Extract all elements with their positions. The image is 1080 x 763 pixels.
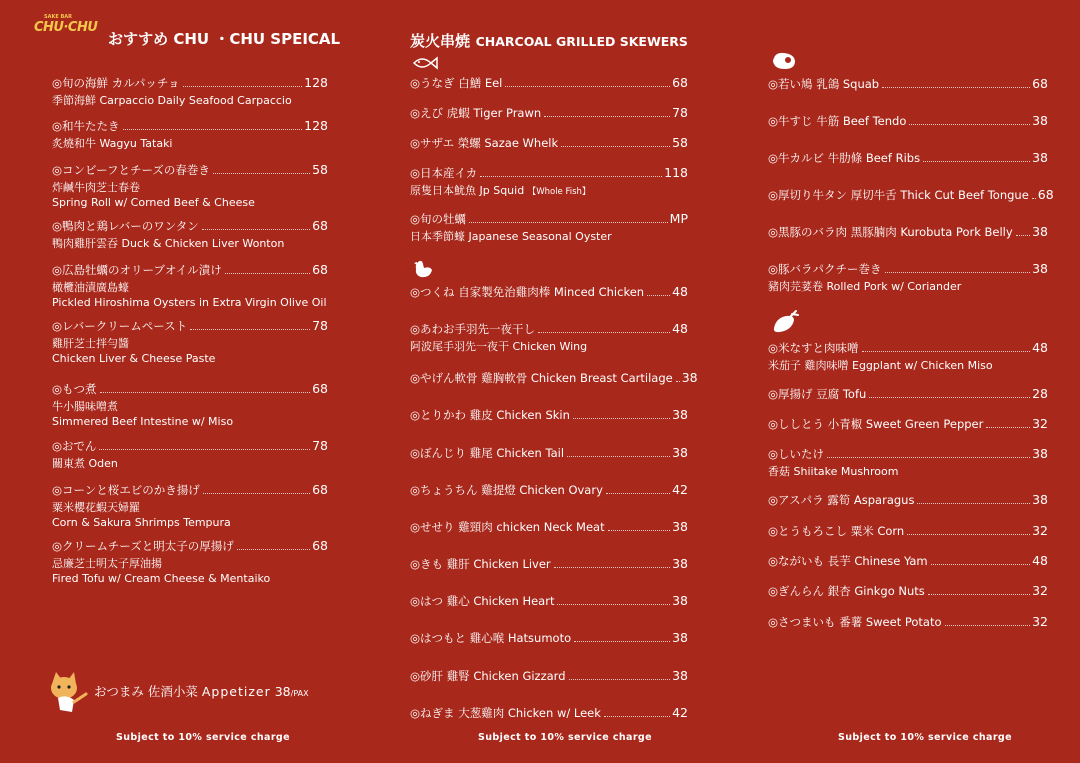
menu-item (410, 705, 688, 721)
item-price: 68 (1037, 187, 1054, 202)
item-price: 68 (312, 381, 328, 396)
item-price: 38 (672, 407, 688, 422)
item-price: 68 (312, 538, 328, 553)
item-name: ◎若い鳩 乳鴿 Squab (768, 77, 880, 91)
item-name: ◎広島牡蠣のオリーブオイル漬け (52, 263, 222, 277)
item-desc: 炙燒和牛 Wagyu Tataki (52, 137, 173, 150)
item-name: ◎日本産イカ (410, 166, 478, 180)
service-charge-note: Subject to 10% service charge (116, 732, 290, 743)
item-name: ◎せせり 雞頸肉 chicken Neck Meat (410, 520, 605, 534)
menu-item (52, 538, 328, 585)
menu-item (768, 113, 1048, 129)
item-price: 38 (1032, 150, 1048, 165)
item-price: 38 (672, 556, 688, 571)
specials-title: おすすめ CHU ・CHU SPEICAL (108, 30, 341, 48)
item-price: 38 (672, 519, 688, 534)
menu-item (768, 614, 1048, 630)
appetizer-en: Appetizer (201, 684, 271, 699)
item-price: 28 (1032, 386, 1048, 401)
item-name: ◎豚バラパクチー巻き (768, 262, 882, 276)
item-desc: 雞肝芝士拌勻醬 (52, 337, 129, 350)
item-price: 32 (1032, 523, 1048, 538)
item-name: ◎おでん (52, 439, 97, 453)
menu-item (768, 583, 1048, 599)
menu-item (410, 668, 688, 684)
item-name: ◎きも 雞肝 Chicken Liver (410, 557, 551, 571)
item-name: ◎ぎんらん 銀杏 Ginkgo Nuts (768, 584, 925, 598)
menu-item (768, 261, 1048, 294)
menu-item (768, 553, 1048, 569)
item-name: ◎とりかわ 雞皮 Chicken Skin (410, 408, 570, 422)
item-name: ◎ねぎま 大葱雞肉 Chicken w/ Leek (410, 706, 601, 720)
item-desc-en: Pickled Hiroshima Oysters in Extra Virgin Olive Oil (52, 296, 327, 309)
steak-icon (770, 50, 798, 72)
fish-icon (412, 55, 438, 71)
item-price: 78 (312, 318, 328, 333)
appetizer-price: 38 (274, 684, 291, 699)
item-price: 38 (1032, 113, 1048, 128)
item-desc: 日本季節蠔 Japanese Seasonal Oyster (410, 230, 612, 243)
service-charge-note: Subject to 10% service charge (478, 732, 652, 743)
item-name: ◎つくね 自家製免治雞肉棒 Minced Chicken (410, 285, 645, 299)
service-charge-note: Subject to 10% service charge (838, 732, 1012, 743)
item-desc: 鴨肉雞肝雲吞 Duck & Chicken Liver Wonton (52, 237, 285, 250)
item-name: ◎厚切り牛タン 厚切牛舌 Thick Cut Beef Tongue (768, 188, 1029, 202)
item-desc-en: Fired Tofu w/ Cream Cheese & Mentaiko (52, 572, 271, 585)
item-name: ◎はつ 雞心 Chicken Heart (410, 594, 555, 608)
item-desc: 牛小腸味噌煮 (52, 400, 118, 413)
menu-item (52, 262, 328, 309)
item-name: ◎えび 虎蝦 Tiger Prawn (410, 106, 542, 120)
item-price: 42 (672, 482, 688, 497)
menu-item (52, 438, 328, 471)
menu-item (410, 519, 688, 535)
cat-mascot-icon (44, 664, 90, 714)
menu-item (52, 381, 328, 428)
item-price: 78 (312, 438, 328, 453)
item-name: ◎米なすと肉味噌 (768, 341, 859, 355)
menu-item (410, 284, 688, 300)
item-name: ◎さつまいも 番薯 Sweet Potato (768, 615, 942, 629)
menu-item (410, 75, 688, 91)
brand-logo (34, 14, 98, 35)
item-name: ◎旬の牡蠣 (410, 212, 467, 226)
item-desc: 原隻日本魷魚 Jp Squid (410, 184, 525, 197)
item-price: 38 (1032, 492, 1048, 507)
item-name: ◎厚揚げ 豆腐 Tofu (768, 387, 867, 401)
item-desc-en: Chicken Liver & Cheese Paste (52, 352, 216, 365)
item-desc: 季節海鮮 Carpaccio Daily Seafood Carpaccio (52, 94, 292, 107)
menu-item (410, 630, 688, 646)
item-price: 38 (1032, 261, 1048, 276)
item-name: ◎鴨肉と鶏レバーのワンタン (52, 219, 199, 233)
item-desc: 阿波尾手羽先一夜干 Chicken Wing (410, 340, 588, 353)
item-price: 68 (312, 482, 328, 497)
menu-item (410, 482, 688, 498)
item-price: 32 (1032, 416, 1048, 431)
item-price: 78 (672, 105, 688, 120)
item-price: 68 (312, 262, 328, 277)
item-price: 58 (312, 162, 328, 177)
item-name: ◎和牛たたき (52, 119, 120, 133)
item-desc: 忌廉芝士明太子厚油揚 (52, 557, 162, 570)
menu-item (768, 386, 1048, 402)
brand-top-text: SAKE BAR (43, 14, 73, 20)
item-name: ◎もつ煮 (52, 382, 97, 396)
chicken-icon (412, 258, 434, 280)
menu-item (52, 162, 328, 209)
appetizer-line (94, 682, 309, 700)
item-name: ◎はつもと 雞心喉 Hatsumoto (410, 631, 572, 645)
item-price: 48 (1032, 553, 1048, 568)
item-desc-en: Spring Roll w/ Corned Beef & Cheese (52, 196, 255, 209)
menu-item (410, 321, 688, 354)
item-name: ◎とうもろこし 粟米 Corn (768, 524, 905, 538)
menu-item (410, 165, 688, 198)
item-price: MP (669, 211, 688, 226)
menu-item (768, 523, 1048, 539)
item-price: 38 (672, 668, 688, 683)
menu-item (768, 416, 1048, 432)
item-name: ◎牛すじ 牛筋 Beef Tendo (768, 114, 907, 128)
item-name: ◎ながいも 長芋 Chinese Yam (768, 554, 928, 568)
item-desc-en: Corn & Sakura Shrimps Tempura (52, 516, 231, 529)
item-name: ◎やげん軟骨 雞胸軟骨 Chicken Breast Cartilage (410, 371, 673, 385)
menu-item (768, 492, 1048, 508)
item-desc: 炸鹹牛肉芝士春卷 (52, 181, 140, 194)
item-name: ◎黒豚のバラ肉 黑豚腩肉 Kurobuta Pork Belly (768, 225, 1013, 239)
menu-item (410, 370, 698, 386)
item-price: 48 (672, 284, 688, 299)
menu-item (768, 224, 1048, 240)
menu-item (52, 318, 328, 365)
item-price: 68 (672, 75, 688, 90)
item-price: 38 (672, 593, 688, 608)
item-desc: 香菇 Shiitake Mushroom (768, 465, 899, 478)
eggplant-icon (770, 308, 800, 334)
menu-item (410, 105, 688, 121)
item-name: ◎レバークリームペースト (52, 319, 188, 333)
skewers-title-en: CHARCOAL GRILLED SKEWERS (475, 34, 688, 49)
item-name: ◎アスパラ 露筍 Asparagus (768, 493, 915, 507)
item-name: ◎旬の海鮮 カルパッチョ (52, 76, 180, 90)
item-name: ◎砂肝 雞腎 Chicken Gizzard (410, 669, 566, 683)
item-price: 118 (664, 165, 688, 180)
item-name: ◎ちょうちん 雞提燈 Chicken Ovary (410, 483, 603, 497)
item-price: 38 (672, 445, 688, 460)
menu-item (52, 118, 328, 151)
skewers-title-jp: 炭火串焼 (410, 32, 471, 50)
item-name: ◎ししとう 小青椒 Sweet Green Pepper (768, 417, 984, 431)
item-price: 58 (672, 135, 688, 150)
item-price: 48 (672, 321, 688, 336)
menu-item (410, 556, 688, 572)
menu-item (768, 446, 1048, 479)
item-price: 68 (312, 218, 328, 233)
item-price: 38 (1032, 224, 1048, 239)
item-price: 32 (1032, 583, 1048, 598)
item-name: ◎クリームチーズと明太子の厚揚げ (52, 539, 234, 553)
item-desc: 關東煮 Oden (52, 457, 118, 470)
menu-item (410, 407, 688, 423)
item-price: 42 (672, 705, 688, 720)
item-desc: 米茄子 雞肉味噌 Eggplant w/ Chicken Miso (768, 359, 993, 372)
skewers-title (410, 30, 688, 51)
item-note: 【Whole Fish】 (527, 187, 591, 197)
item-price: 32 (1032, 614, 1048, 629)
menu-item (768, 340, 1048, 373)
item-price: 38 (681, 370, 698, 385)
item-price: 38 (1032, 446, 1048, 461)
item-name: ◎しいたけ (768, 447, 825, 461)
item-price: 48 (1032, 340, 1048, 355)
item-name: ◎あわお手羽先一夜干し (410, 322, 536, 336)
item-desc-en: Simmered Beef Intestine w/ Miso (52, 415, 234, 428)
menu-item (410, 593, 688, 609)
item-price: 128 (304, 118, 328, 133)
appetizer-jp: おつまみ 佐酒小菜 (94, 684, 198, 699)
item-desc: 豬肉芫荽卷 Rolled Pork w/ Coriander (768, 280, 962, 293)
item-name: ◎コンビーフとチーズの春巻き (52, 163, 210, 177)
item-name: ◎サザエ 榮螺 Sazae Whelk (410, 136, 559, 150)
item-price: 38 (672, 630, 688, 645)
menu-item (410, 135, 688, 151)
menu-item (52, 218, 328, 251)
menu-item (768, 76, 1048, 92)
item-price: 128 (304, 75, 328, 90)
menu-item (52, 75, 328, 108)
item-desc: 粟米櫻花蝦天婦羅 (52, 501, 140, 514)
menu-item (768, 150, 1048, 166)
menu-item (768, 187, 1054, 203)
item-desc: 橄欖油漬廣島蠔 (52, 281, 129, 294)
item-name: ◎牛カルビ 牛肋條 Beef Ribs (768, 151, 921, 165)
item-name: ◎ぼんじり 雞尾 Chicken Tail (410, 446, 565, 460)
item-name: ◎コーンと桜エビのかき揚げ (52, 483, 200, 497)
item-price: 68 (1032, 76, 1048, 91)
menu-item (52, 482, 328, 529)
appetizer-unit: /PAX (290, 689, 309, 698)
menu-item (410, 211, 688, 244)
item-name: ◎うなぎ 白鱔 Eel (410, 76, 503, 90)
menu-item (410, 445, 688, 461)
brand-name: CHU·CHU (34, 20, 98, 35)
